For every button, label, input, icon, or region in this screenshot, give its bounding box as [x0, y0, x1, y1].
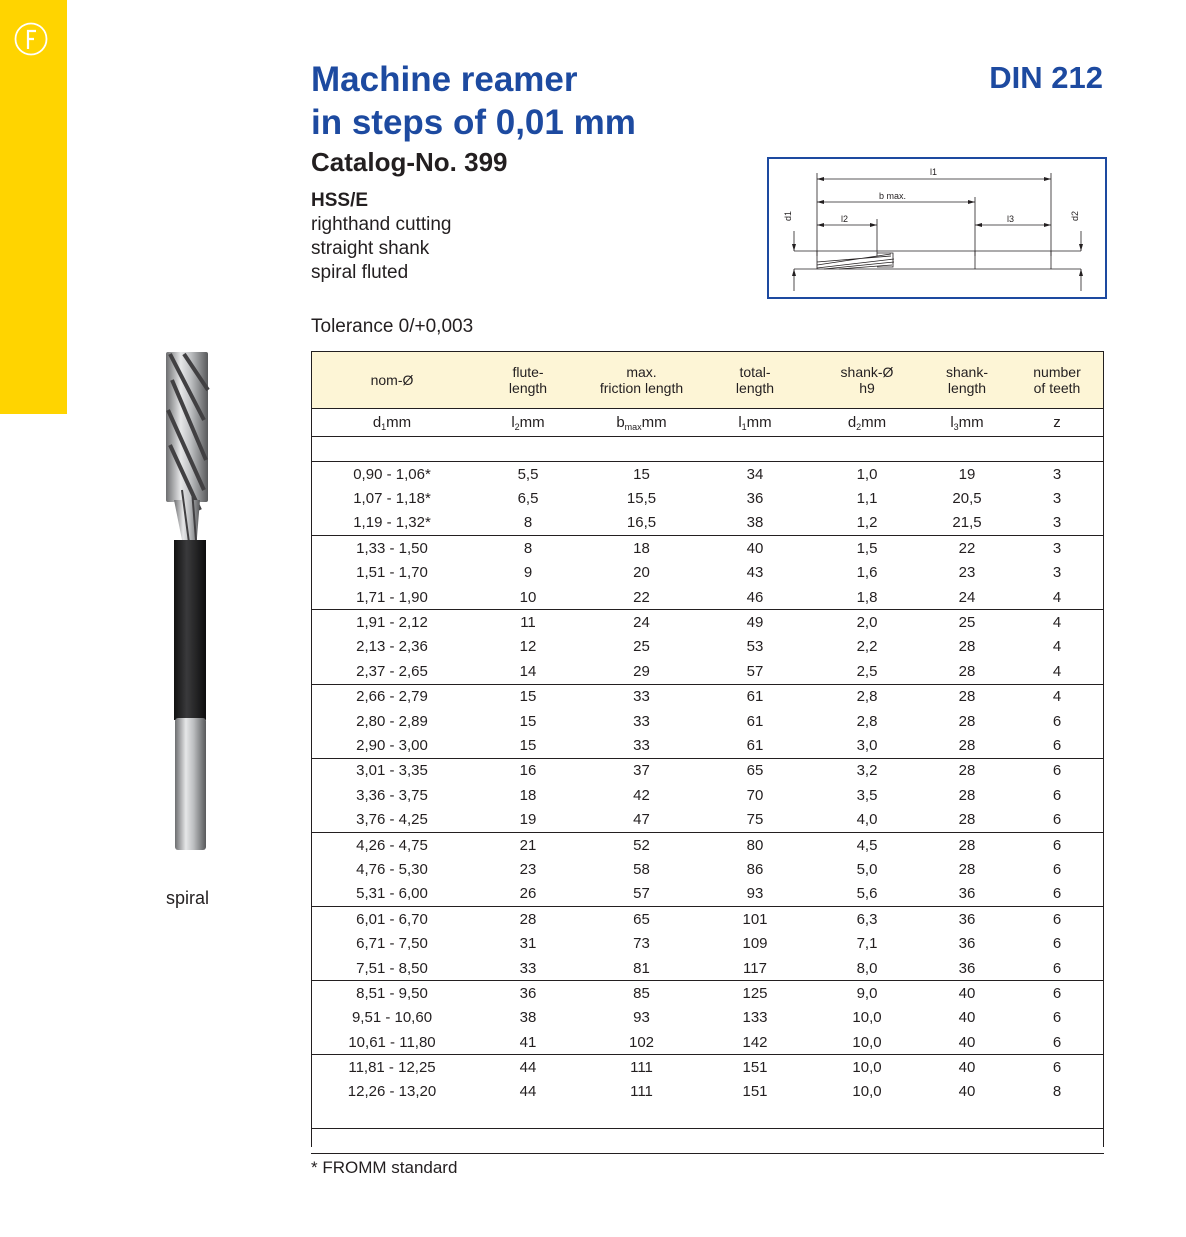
table-cell: 24 [633, 614, 650, 632]
table-cell: 4 [1010, 659, 1104, 684]
reamer-drawing [769, 159, 1105, 297]
table-cell: 70 [746, 786, 764, 804]
unit-symbol: d [847, 413, 857, 431]
column-unit [1010, 409, 1104, 437]
table-cell: 1,6 [856, 564, 878, 582]
unit-text: mm [958, 413, 984, 431]
table-cell: 10,0 [810, 1030, 924, 1055]
table-row [311, 462, 1104, 487]
table-row [311, 956, 1104, 981]
table-row [311, 1080, 1104, 1104]
table-cell: 34 [746, 465, 764, 483]
table-row [311, 807, 1104, 832]
table-cell: 25 [633, 638, 650, 656]
feature-cutting: righthand cutting [311, 214, 452, 235]
table-cell: 4 [1052, 688, 1062, 706]
table-cell: 6 [1052, 910, 1062, 928]
table-cell: 2,37 - 2,65 [311, 659, 473, 684]
table-cell: 33 [633, 712, 650, 730]
table-cell: 33 [633, 688, 650, 706]
table-cell: 15 [633, 465, 650, 483]
column-unit [583, 409, 700, 437]
table-cell: 33 [583, 733, 700, 758]
table-row [311, 659, 1104, 684]
diagram-label-l1: l1 [930, 167, 938, 177]
unit-text: mm [519, 413, 545, 431]
dimension-diagram [767, 157, 1107, 299]
table-cell: 43 [746, 564, 764, 582]
table-row [311, 733, 1104, 758]
table-cell: 7,1 [856, 935, 878, 953]
table-cell: 6 [1010, 807, 1104, 832]
table-cell: 19 [473, 807, 583, 832]
unit-symbol: d [372, 413, 382, 431]
table-cell: 6 [1010, 1030, 1104, 1055]
unit-text: mm [641, 413, 667, 431]
table-cell: 40 [924, 1030, 1010, 1055]
table-cell: 1,1 [856, 490, 878, 508]
table-cell: 75 [700, 807, 810, 832]
table-row [311, 684, 1104, 709]
table-cell: 15 [519, 688, 537, 706]
spacer-row [311, 1129, 1104, 1154]
table-cell: 3,01 - 3,35 [356, 762, 428, 780]
table-cell: 3 [1010, 511, 1104, 536]
table-cell: 22 [958, 539, 976, 557]
din-standard: DIN 212 [989, 60, 1103, 95]
table-cell: 24 [924, 585, 1010, 610]
table-cell: 1,33 - 1,50 [356, 539, 428, 557]
table-cell: 61 [746, 688, 764, 706]
column-header-line2: friction length [599, 380, 684, 396]
table-cell: 19 [958, 465, 976, 483]
table-cell: 1,8 [810, 585, 924, 610]
table-cell: 3,36 - 3,75 [356, 786, 428, 804]
table-cell: 47 [583, 807, 700, 832]
page-title-line1: Machine reamer [311, 60, 578, 99]
spacer-row [311, 1104, 1104, 1129]
table-cell: 6 [1052, 984, 1062, 1002]
table-cell: 7,51 - 8,50 [311, 956, 473, 981]
table-cell: 46 [700, 585, 810, 610]
tool-caption: spiral [166, 888, 210, 908]
column-header [1010, 352, 1104, 409]
diagram-label-d1: d1 [783, 210, 793, 221]
column-header [473, 352, 583, 409]
column-header-line2: length [508, 380, 548, 396]
table-cell: 10,61 - 11,80 [311, 1030, 473, 1055]
table-cell: 15 [519, 712, 537, 730]
table-row [311, 1030, 1104, 1055]
table-cell: 5,6 [810, 882, 924, 907]
spacer-row [311, 437, 1104, 462]
table-cell: 142 [700, 1030, 810, 1055]
table-row [311, 561, 1104, 585]
column-header-line1: total- [739, 364, 771, 380]
table-cell: 28 [958, 638, 976, 656]
table-cell: 1,91 - 2,12 [356, 614, 428, 632]
table-cell: 18 [633, 539, 650, 557]
table-cell: 3,2 [856, 762, 878, 780]
table-cell: 11 [520, 614, 536, 632]
unit-text: mm [861, 413, 887, 431]
page-title-line2: in steps of 0,01 mm [311, 103, 636, 142]
table-cell: 21 [519, 836, 537, 854]
table-cell: 28 [958, 786, 976, 804]
tolerance-label: Tolerance 0/+0,003 [311, 316, 474, 337]
table-cell: 5,5 [517, 465, 539, 483]
unit-symbol: z [1053, 414, 1061, 431]
table-cell: 86 [746, 860, 764, 878]
table-row [311, 511, 1104, 536]
unit-subscript: 3 [953, 421, 959, 432]
table-cell: 3 [1052, 539, 1062, 557]
table-cell: 4,76 - 5,30 [356, 860, 428, 878]
unit-subscript: 2 [514, 421, 520, 432]
table-row [311, 635, 1104, 659]
table-cell: 18 [519, 786, 537, 804]
table-row [311, 1055, 1104, 1080]
unit-subscript: 1 [381, 421, 387, 432]
table-cell: 6 [1052, 1009, 1062, 1027]
column-unit [700, 409, 810, 437]
table-cell: 80 [746, 836, 764, 854]
table-cell: 23 [958, 564, 976, 582]
table-cell: 6,71 - 7,50 [356, 935, 428, 953]
table-cell: 8 [473, 511, 583, 536]
table-cell: 2,2 [856, 638, 878, 656]
table-cell: 36 [746, 490, 764, 508]
table-cell: 36 [958, 935, 976, 953]
feature-shank: straight shank [311, 238, 430, 259]
table-cell: 28 [958, 762, 976, 780]
table-row [311, 709, 1104, 733]
table-cell: 12,26 - 13,20 [347, 1083, 437, 1101]
column-header-line1: shank-Ø [840, 364, 894, 380]
table-row [311, 486, 1104, 510]
unit-text: mm [386, 413, 412, 431]
table-cell: 28 [924, 659, 1010, 684]
table-cell: 6 [1052, 836, 1062, 854]
table-cell: 36 [519, 984, 537, 1002]
column-header [700, 352, 810, 409]
table-cell: 52 [633, 836, 650, 854]
table-cell: 6 [1010, 956, 1104, 981]
table-cell: 9,0 [856, 984, 878, 1002]
table-cell: 1,19 - 1,32* [311, 511, 473, 536]
fromm-logo-icon [14, 22, 48, 56]
catalog-number: Catalog-No. 399 [311, 147, 508, 177]
column-header-line2: length [735, 380, 775, 396]
table-cell: 61 [746, 712, 764, 730]
table-cell: 28 [958, 712, 976, 730]
table-cell: 42 [633, 786, 650, 804]
table-cell: 28 [924, 733, 1010, 758]
unit-text: mm [746, 413, 772, 431]
dimensions-table [311, 351, 1104, 1154]
column-header [583, 352, 700, 409]
table-cell: 4,5 [856, 836, 878, 854]
table-cell: 3,5 [856, 786, 878, 804]
table-cell: 6,5 [517, 490, 539, 508]
column-unit [810, 409, 924, 437]
table-cell: 28 [958, 836, 976, 854]
table-cell: 81 [583, 956, 700, 981]
column-unit [473, 409, 583, 437]
column-header [924, 352, 1010, 409]
column-header [311, 352, 473, 409]
column-header [810, 352, 924, 409]
spacer-cell [311, 437, 1104, 462]
table-row [311, 783, 1104, 807]
diagram-label-l3: l3 [1007, 214, 1015, 224]
table-cell: 57 [583, 882, 700, 907]
unit-subscript: 1 [741, 421, 747, 432]
unit-subscript: 2 [856, 421, 862, 432]
table-cell: 36 [958, 910, 976, 928]
table-cell: 38 [700, 511, 810, 536]
table-cell: 1,5 [856, 539, 878, 557]
table-cell: 10,0 [852, 1059, 882, 1077]
table-cell: 3,0 [810, 733, 924, 758]
table-cell: 28 [958, 860, 976, 878]
table-cell: 1,0 [856, 465, 878, 483]
table-cell: 2,66 - 2,79 [356, 688, 428, 706]
table-cell: 2,80 - 2,89 [356, 712, 428, 730]
table-cell: 8 [523, 539, 533, 557]
table-cell: 28 [958, 688, 976, 706]
table-cell: 85 [633, 984, 650, 1002]
table-cell: 40 [958, 1009, 976, 1027]
table-cell: 16,5 [583, 511, 700, 536]
table-cell: 15,5 [626, 490, 657, 508]
column-header-line1: shank- [945, 364, 989, 380]
table-cell: 10,0 [852, 1083, 882, 1101]
table-cell: 6 [1052, 935, 1062, 953]
table-cell: 26 [473, 882, 583, 907]
table-cell: 31 [519, 935, 537, 953]
table-row [311, 536, 1104, 561]
diagram-label-d2: d2 [1070, 210, 1080, 221]
table-cell: 6,01 - 6,70 [356, 910, 428, 928]
material-label: HSS/E [311, 190, 369, 211]
table-cell: 1,71 - 1,90 [311, 585, 473, 610]
table-cell: 28 [924, 807, 1010, 832]
unit-symbol: l [738, 413, 742, 431]
table-cell: 37 [633, 762, 650, 780]
column-header-line1: number [1033, 364, 1081, 380]
side-color-tab [0, 0, 67, 414]
table-row [311, 931, 1104, 955]
table-cell: 12 [519, 638, 537, 656]
column-header-line1: flute- [512, 364, 544, 380]
table-cell: 101 [742, 910, 768, 928]
table-cell: 2,5 [810, 659, 924, 684]
table-cell: 1,2 [810, 511, 924, 536]
column-unit [311, 409, 473, 437]
table-cell: 8 [1052, 1083, 1062, 1101]
table-cell: 151 [742, 1083, 768, 1101]
column-header-line1: max. [626, 364, 657, 380]
table-cell: 6 [1052, 860, 1062, 878]
table-row [311, 758, 1104, 783]
table-row [311, 857, 1104, 881]
table-cell: 58 [633, 860, 650, 878]
table-cell: 4,26 - 4,75 [356, 836, 428, 854]
table-cell: 5,0 [856, 860, 878, 878]
table-cell: 151 [742, 1059, 768, 1077]
table-cell: 6 [1052, 786, 1062, 804]
table-row [311, 585, 1104, 610]
table-cell: 2,13 - 2,36 [356, 638, 428, 656]
table-cell: 6 [1052, 762, 1062, 780]
table-cell: 4 [1052, 614, 1062, 632]
table-cell: 4 [1052, 638, 1062, 656]
table-row [311, 832, 1104, 857]
table-cell: 28 [519, 910, 537, 928]
table-cell: 2,8 [856, 688, 878, 706]
table-cell: 21,5 [924, 511, 1010, 536]
table-cell: 65 [746, 762, 764, 780]
unit-symbol: b [616, 413, 625, 431]
table-cell: 109 [742, 935, 768, 953]
table-cell: 65 [633, 910, 650, 928]
unit-symbol: l [511, 413, 515, 431]
table-cell: 3 [1052, 465, 1062, 483]
table-cell: 16 [519, 762, 537, 780]
feature-flute: spiral fluted [311, 262, 409, 283]
table-cell: 93 [700, 882, 810, 907]
reamer-photo [160, 350, 210, 855]
column-unit [924, 409, 1010, 437]
table-cell: 1,51 - 1,70 [356, 564, 428, 582]
table-cell: 11,81 - 12,25 [348, 1059, 436, 1077]
table-cell: 125 [742, 984, 768, 1002]
table-cell: 3 [1052, 490, 1062, 508]
table-cell: 44 [519, 1059, 537, 1077]
column-header-line2: h9 [859, 380, 875, 396]
table-row [311, 610, 1104, 635]
table-cell: 0,90 - 1,06* [353, 465, 431, 483]
table-cell: 6 [1052, 712, 1062, 730]
footnote: * FROMM standard [311, 1158, 458, 1177]
table-cell: 102 [583, 1030, 700, 1055]
spacer-cell [311, 1104, 1104, 1129]
table-cell: 6 [1010, 733, 1104, 758]
unit-symbol: l [950, 413, 954, 431]
table-row [311, 1006, 1104, 1030]
table-cell: 20,5 [952, 490, 982, 508]
spacer-cell [311, 1129, 1104, 1154]
table-cell: 40 [746, 539, 764, 557]
table-cell: 22 [583, 585, 700, 610]
table-cell: 10,0 [852, 1009, 882, 1027]
table-cell: 40 [958, 1083, 976, 1101]
table-cell: 57 [700, 659, 810, 684]
table-cell: 6,3 [856, 910, 878, 928]
table-cell: 133 [742, 1009, 768, 1027]
table-cell: 53 [746, 638, 764, 656]
table-cell: 3 [1052, 564, 1062, 582]
column-header-line1: nom-Ø [370, 372, 414, 388]
table-cell: 40 [958, 984, 976, 1002]
table-cell: 40 [958, 1059, 976, 1077]
table-cell: 8,51 - 9,50 [356, 984, 428, 1002]
table-cell: 117 [700, 956, 810, 981]
column-header-line2: length [947, 380, 987, 396]
table-cell: 5,31 - 6,00 [311, 882, 473, 907]
table-cell: 8,0 [810, 956, 924, 981]
table-row [311, 882, 1104, 907]
table-cell: 2,90 - 3,00 [311, 733, 473, 758]
table-cell: 2,0 [856, 614, 878, 632]
table-cell: 36 [924, 956, 1010, 981]
table-cell: 36 [924, 882, 1010, 907]
table-cell: 15 [473, 733, 583, 758]
table-cell: 49 [746, 614, 764, 632]
table-cell: 93 [633, 1009, 650, 1027]
table-cell: 111 [630, 1083, 653, 1101]
table-cell: 9 [523, 564, 533, 582]
table-cell: 38 [519, 1009, 537, 1027]
table-cell: 41 [473, 1030, 583, 1055]
table-cell: 10 [473, 585, 583, 610]
table-cell: 44 [519, 1083, 537, 1101]
table-cell: 20 [633, 564, 650, 582]
table-cell: 25 [958, 614, 976, 632]
table-cell: 4,0 [810, 807, 924, 832]
table-cell: 6 [1010, 882, 1104, 907]
diagram-label-bmax: b max. [879, 191, 907, 201]
table-cell: 33 [473, 956, 583, 981]
table-cell: 61 [700, 733, 810, 758]
table-cell: 1,07 - 1,18* [353, 490, 431, 508]
table-row [311, 981, 1104, 1006]
table-cell: 9,51 - 10,60 [351, 1009, 433, 1027]
table-cell: 23 [519, 860, 537, 878]
table-cell: 2,8 [856, 712, 878, 730]
table-cell: 111 [630, 1059, 653, 1077]
table-cell: 29 [583, 659, 700, 684]
table-cell: 14 [473, 659, 583, 684]
diagram-label-l2: l2 [841, 214, 849, 224]
table-cell: 73 [633, 935, 650, 953]
column-header-line2: of teeth [1033, 380, 1081, 396]
table-cell: 4 [1010, 585, 1104, 610]
table-row [311, 907, 1104, 932]
table-cell: 3,76 - 4,25 [311, 807, 473, 832]
unit-subscript: max [624, 421, 642, 432]
table-cell: 6 [1052, 1059, 1062, 1077]
